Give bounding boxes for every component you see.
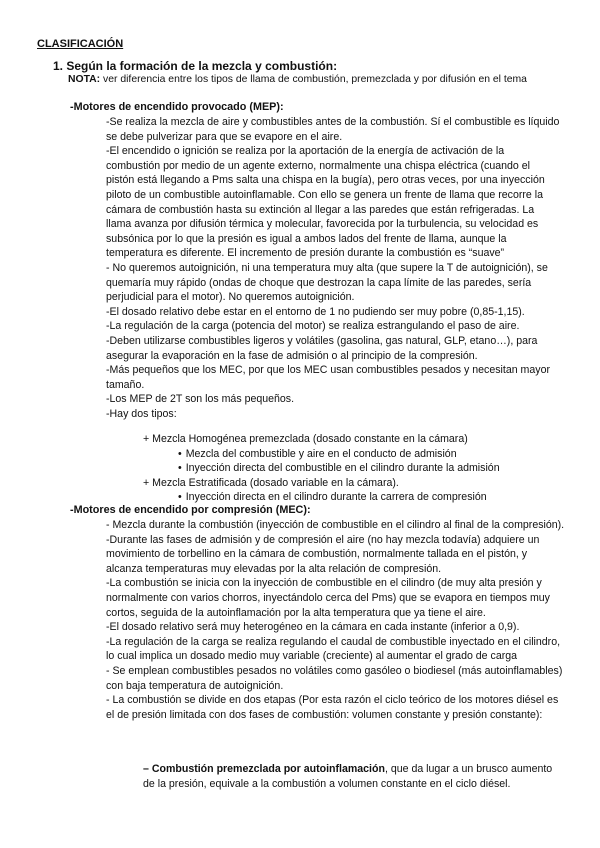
mep-paragraph: -El dosado relativo debe estar en el entorno de 1 no pudiendo ser muy pobre (0,85-1,15). (106, 305, 525, 318)
mec-paragraph: -El dosado relativo será muy heterogéneo en la cámara en cada instante (inferior a 0,9). (106, 621, 520, 634)
note-text: ver diferencia entre los tipos de llama de combustión, premezclada y por difusión en el tema (100, 74, 527, 85)
note-line (68, 74, 588, 85)
mec-stage-text: , que da lugar a un brusco aumento de la presión, equivale a la combustión a volumen constante en el ciclo diésel. (143, 763, 553, 790)
note-label: NOTA: (68, 74, 101, 85)
mep-paragraph: -El encendido o ignición se realiza por la aportación de la energía de activación de la combustión por medio de un agente externo, normalmente una chispa eléctrica (cuando el pistón está llegando a Pms salta una chispa en la bugía), pero otras veces, por una inyección piloto de un combustible autoinflamable. Con ello se genera un frente de llama que recorre la cámara de combustión hasta su extinción al llegar a las paredes que están refrigeradas. La llama avanza por difusión térmica y molecular, favorecida por la turbulencia, su velocidad es subsónica por lo que la presión es igual a ambos lados del frente de llama, aunque la temperatura es diferente. El incremento de presión durante la combustión es “suave” (106, 145, 545, 260)
mep-heading: -Motores de encendido provocado (MEP): (70, 101, 284, 113)
mec-paragraph: -La regulación de la carga se realiza regulando el caudal de combustible inyectado en el cilindro, lo cual implica un dosado medio muy variable (creciente) al aumentar el grado de carga (106, 635, 561, 663)
mec-paragraph: -Durante las fases de admisión y de compresión el aire (no hay mezcla todavía) adquiere un movimiento de torbellino en la cámara de combustión, normalmente tallada en el pistón, y alcanza temperaturas muy elevadas por la alta relación de compresión. (106, 533, 540, 575)
mep-body (106, 115, 561, 421)
mep-paragraph: -Se realiza la mezcla de aire y combustibles antes de la combustión. Sí el combustible es líquido se debe pulverizar para que se evapore en el aire. (106, 116, 560, 143)
section-heading: 1. Según la formación de la mezcla y combustión: (53, 59, 338, 73)
mep-subtype-item: • Mezcla del combustible y aire en el conducto de admisión (178, 447, 457, 462)
mep-subtype-item: • Inyección directa en el cilindro durante la carrera de compresión (178, 490, 487, 505)
mec-paragraph: - La combustión se divide en dos etapas (Por esta razón el ciclo teórico de los motores diésel es el de presión limitada con dos fases de combustión: volumen constante y presión constante): (106, 694, 559, 721)
mep-subtype-item: • Inyección directa del combustible en el cilindro durante la admisión (178, 461, 500, 476)
mep-paragraph: -Deben utilizarse combustibles ligeros y volátiles (gasolina, gas natural, GLP, etano…), para asegurar la evaporación en la fase de admisión o al principio de la compresión. (106, 334, 538, 362)
mec-stage-premixed (143, 762, 563, 791)
mec-paragraph: - Mezcla durante la combustión (inyección de combustible en el cilindro al final de la compresión). (106, 519, 565, 531)
mec-body (106, 518, 566, 722)
mep-paragraph: -Hay dos tipos: (106, 407, 177, 420)
mec-paragraph: - Se emplean combustibles pesados no volátiles como gasóleo o biodiesel (más autoinflamables) con baja temperatura de autoignición. (106, 664, 563, 692)
mep-paragraph: -Más pequeños que los MEC, por que los MEC usan combustibles pesados y necesitan mayor tamaño. (106, 364, 550, 391)
page-title: CLASIFICACIÓN (37, 38, 124, 50)
mec-paragraph: -La combustión se inicia con la inyección de combustible en el cilindro (de muy alta presión y normalmente con varios chorros, inyectándolo cerca del Pms) que se evapora en tiempos muy cortos, seguida de la autoinflamación por la alta temperatura que ya tiene el aire. (106, 577, 550, 619)
mep-paragraph: -Los MEP de 2T son los más pequeños. (106, 393, 295, 406)
mep-type-stratified: + Mezcla Estratificada (dosado variable en la cámara). (143, 477, 399, 489)
mec-stage-label: – Combustión premezclada por autoinflamación (143, 763, 385, 775)
mep-paragraph: -La regulación de la carga (potencia del motor) se realiza estrangulando el paso de aire. (106, 320, 520, 333)
mep-type-homogeneous: + Mezcla Homogénea premezclada (dosado constante en la cámara) (143, 433, 468, 445)
mep-paragraph: - No queremos autoignición, ni una temperatura muy alta (que supere la T de autoignición), se quemaría muy rápido (ondas de choque que destrozan la capa límite de las paredes, sería perjudicial para el motor). No queremos autoignición. (106, 261, 548, 304)
mec-heading: -Motores de encendido por compresión (MEC): (70, 504, 311, 516)
